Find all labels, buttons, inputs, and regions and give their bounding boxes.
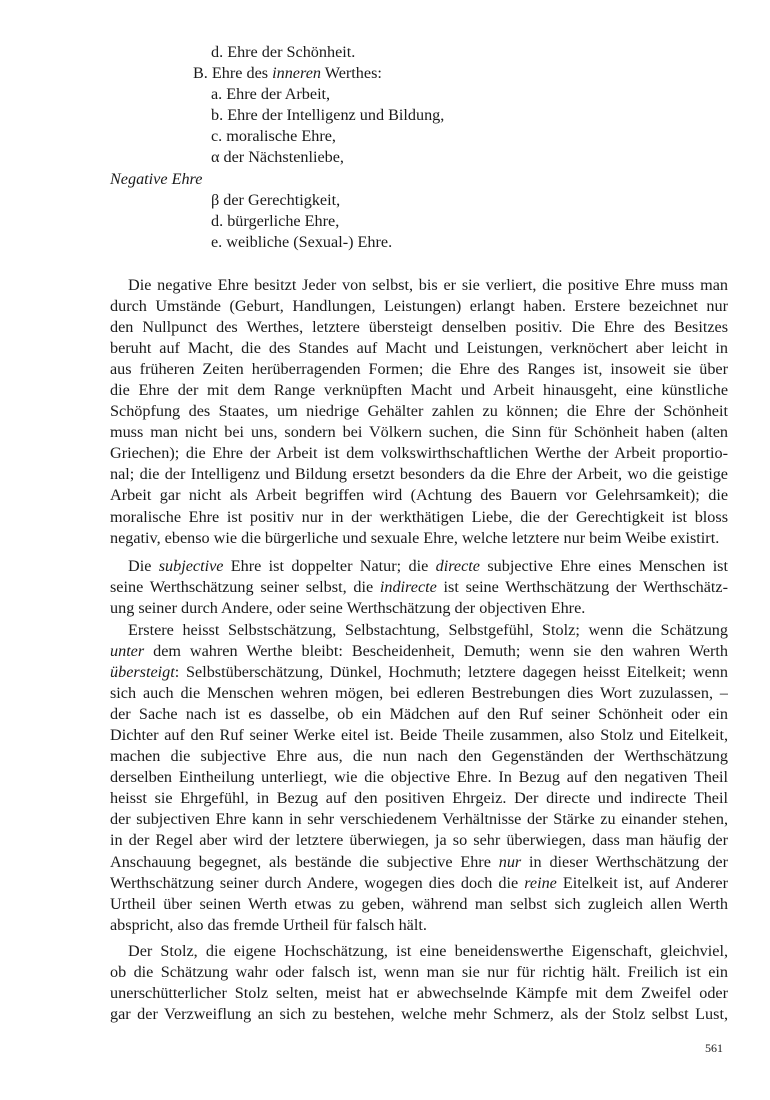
outline-item: c. moralische Ehre, [211,127,336,145]
text-run: Urtheil über seinen Werth etwas zu geben, während man selbst sich zugleich allen Werth [110,894,728,913]
text-line [110,577,728,598]
text-line: den Nullpunct des Werthes, letztere übersteigt denselben positiv. Die Ehre des Besitzes [110,318,728,337]
page-number: 561 [705,1041,723,1055]
text-run: derselben Eintheilung unterliegt, wie die objective Ehre. In Bezug auf den negativen Theil [110,768,728,787]
text-line: muss man nicht bei uns, sondern bei Völkern suchen, die Sinn für Schönheit haben (alten [110,423,728,442]
text-line: moralische Ehre ist positiv nur in der werkthätigen Liebe, die der Gerechtigkeit ist bloss [110,507,728,526]
paragraph [110,556,728,619]
text-line: negativ, ebenso wie die bürgerliche und sexuale Ehre, welche letztere nur beim Weibe existirt. [110,528,720,547]
emphasis: directe [435,557,480,575]
text-run: : Selbstüberschätzung, Dünkel, Hochmuth; letztere dagegen heisst Eitelkeit; wenn [174,663,728,682]
text-line: Schöpfung des Staates, um niedrige Gehälter zahlen zu können; die Ehre der Schönheit [110,402,728,421]
text-run: Die [128,557,159,575]
text-run: abspricht, also das fremde Urtheil für falsch hält. [110,915,427,934]
text-run: ist seine Werthschätzung der Werthschätz- [436,578,728,597]
text-line: Griechen); die Ehre der Arbeit ist dem volkswirthschaftlichen Werthe der Arbeit proportio- [110,444,728,463]
text-run: ung seiner durch Andere, oder seine Werthschätzung der objectiven Ehre. [110,599,586,618]
text-run: Eitelkeit ist, auf Anderer [556,873,728,892]
text-line [110,620,728,641]
text-run: in dieser Werthschätzung der [521,852,728,871]
emphasis: reine [524,873,557,892]
text-line: Die negative Ehre besitzt Jeder von selbst, bis er sie verliert, die positive Ehre muss man [128,276,728,294]
text-line [110,873,728,894]
text-run: seine Werthschätzung seiner selbst, die [110,578,380,597]
text-line [110,725,728,746]
emphasis: nur [498,852,522,871]
text-line: beruht auf Macht, die des Standes auf Macht und Leistungen, verknöchert aber leicht in [110,339,728,358]
text-line: durch Umstände (Geburt, Handlungen, Leistungen) erlangt haben. Erstere bezeichnet nur [110,297,728,316]
text-run: der Sache nach ist es dasselbe, ob ein Mädchen auf den Ruf seiner Schönheit oder ein [110,705,728,724]
outline-item: a. Ehre der Arbeit, [211,85,331,103]
text-line [110,894,728,915]
paragraph [110,275,728,549]
text-run: der subjectiven Ehre kann in sehr verschiedenem Verhältnisse der Stärke zu einander stehen, [110,810,728,829]
outline-item-emphasis: inneren [272,64,321,82]
outline-item: b. Ehre der Intelligenz und Bildung, [211,106,445,124]
outline-item-text: Werthes: [320,64,382,82]
text-line [110,662,728,683]
text-run: ob die Schätzung wahr oder falsch ist, wenn man sie nur für richtig hält. Freilich ist ein [110,963,728,982]
text-run: Anschauung begegnet, als bestände die subjective Ehre [110,852,499,871]
emphasis: unter [110,642,145,661]
paragraph [110,620,728,936]
side-label-negative-ehre: Negative Ehre [110,170,203,188]
text-line: nal; die der Intelligenz und Bildung ersetzt besonders da die Ehre der Arbeit, wo die geistige [110,465,728,484]
text-line [110,683,728,704]
text-line [110,1004,728,1025]
text-line [110,641,728,662]
text-line: die Ehre der mit dem Range verknüpften Macht und Arbeit hinausgeht, eine künstliche [110,381,728,400]
text-line [110,852,728,873]
outline-item: d. bürgerliche Ehre, [211,212,340,230]
text-run: Der Stolz, die eigene Hochschätzung, ist eine beneidenswerthe Eigenschaft, gleichviel, [128,942,728,960]
text-run: gar der Verzweiflung an sich zu bestehen, welche mehr Schmerz, als der Stolz selbst Lust, [110,1005,728,1024]
text-run: Ehre ist doppelter Natur; die [223,557,436,575]
emphasis: übersteigt [110,663,175,682]
text-line [110,556,728,577]
text-run: Erstere heisst Selbstschätzung, Selbstachtung, Selbstgefühl, Stolz; wenn die Schätzung [128,621,728,639]
outline-item: e. weibliche (Sexual-) Ehre. [211,233,393,251]
text-run: unerschütterlicher Stolz selten, meist hat er abwechselnde Kämpfe mit dem Zweifel oder [110,984,728,1003]
text-run: Werthschätzung seiner durch Andere, wogegen dies doch die [110,873,525,892]
text-run: sich auch die Menschen wehren mögen, bei edleren Bestrebungen dies Wort zuzulassen, – [110,684,728,703]
outline-item: α der Nächstenliebe, [211,148,344,166]
paragraph [110,941,728,1025]
text-line [110,830,728,851]
emphasis: subjective [158,557,224,575]
text-line [110,788,728,809]
text-run: Dichter auf den Ruf seiner Werke eitel ist. Beide Theile zusammen, also Stolz und Eitelkeit, [110,726,728,745]
text-line [110,598,728,619]
text-line [110,809,728,830]
outline-item [193,63,382,84]
text-line: Arbeit gar nicht als Arbeit begriffen wird (Achtung des Bauern vor Gelehrsamkeit); die [110,486,728,505]
text-run: in der Regel aber wird der letztere überwiegen, ja so sehr überwiegen, dass man häufig der [110,831,728,850]
text-line [110,983,728,1004]
text-run: heisst sie Ehrgefühl, in Bezug auf den positiven Ehrgeiz. Der directe und indirecte Theil [110,789,728,808]
text-run: dem wahren Werthe bleibt: Bescheidenheit, Demuth; wenn sie den wahren Werth [144,642,728,661]
text-run: machen die subjective Ehre aus, die nun nach den Gegenständen der Werthschätzung [110,747,728,766]
text-run: subjective Ehre eines Menschen ist [479,557,728,575]
text-line [110,767,728,788]
text-line [110,941,728,962]
text-line [110,962,728,983]
outline-item: d. Ehre der Schönheit. [211,43,356,61]
outline-item-text: B. Ehre des [193,64,273,82]
text-line [110,746,728,767]
emphasis: indirecte [379,578,437,597]
text-line [110,915,728,936]
text-line [110,704,728,725]
outline-item: β der Gerechtigkeit, [211,191,341,209]
text-line: aus früheren Zeiten herüberragenden Formen; die Ehre des Ranges ist, insoweit sie über [110,360,728,379]
